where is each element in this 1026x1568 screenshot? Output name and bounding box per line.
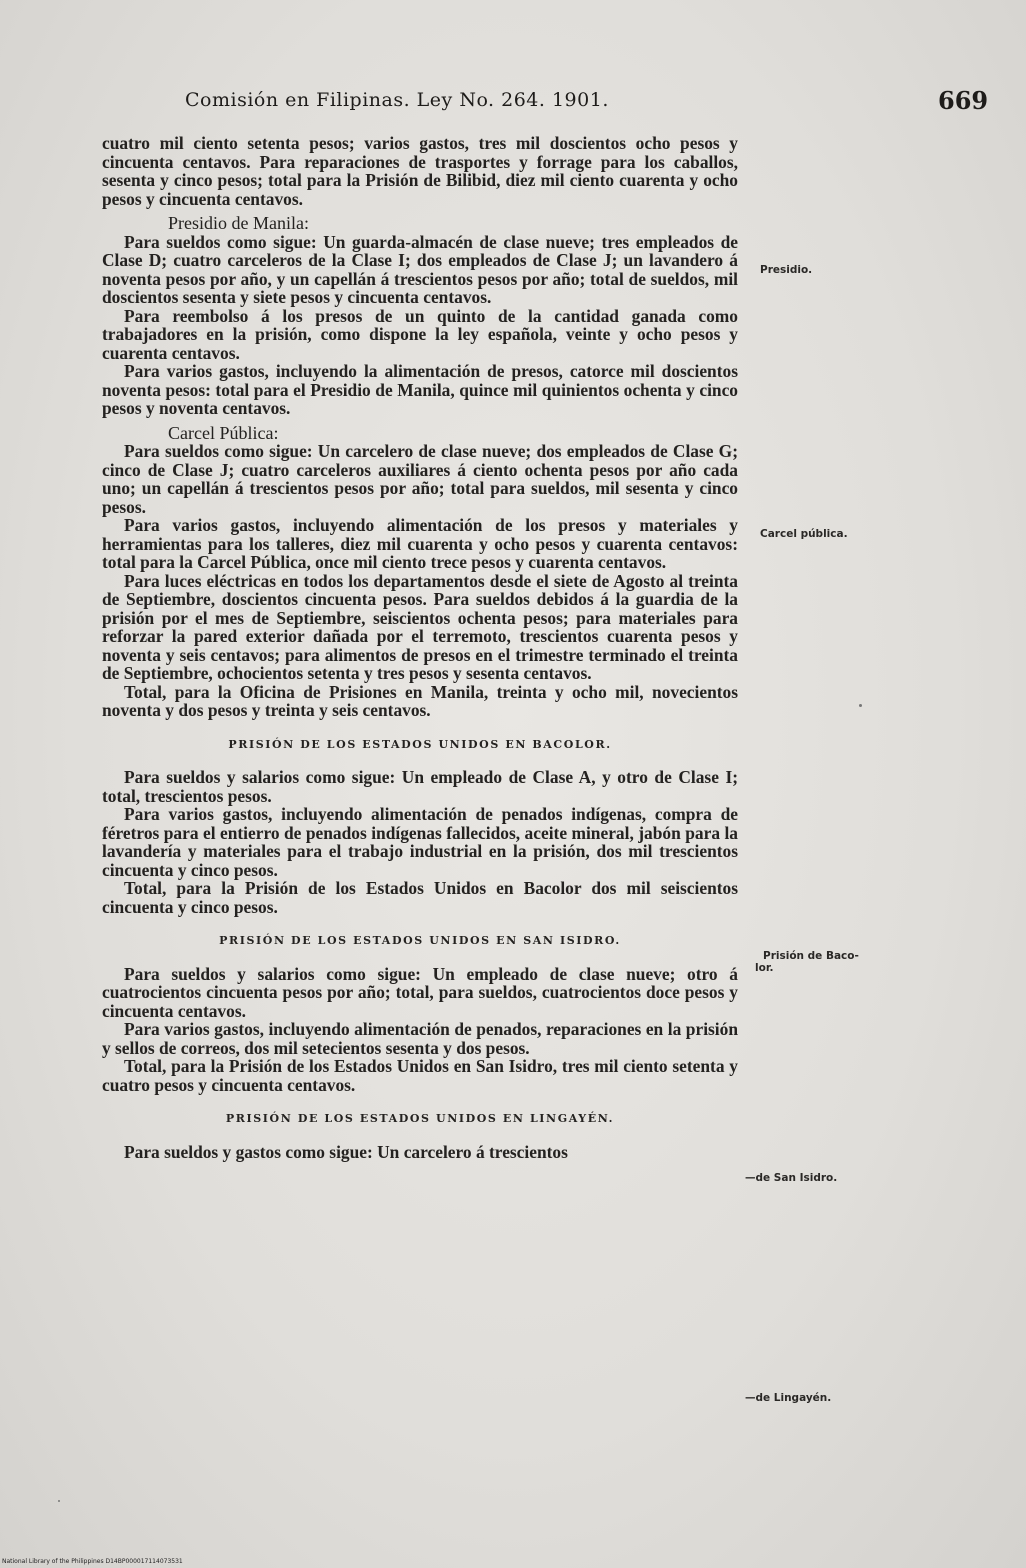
section-heading-bacolor: PRISIÓN DE LOS ESTADOS UNIDOS EN BACOLOR. xyxy=(228,737,612,751)
margin-note-san-isidro: —de San Isidro. xyxy=(745,1172,838,1184)
margin-note-carcel: Carcel pública. xyxy=(760,528,848,540)
subheading-carcel: Carcel Pública: xyxy=(168,422,279,443)
margin-note-lingayen: —de Lingayén. xyxy=(745,1392,832,1404)
paragraph: cuatro mil ciento setenta pesos; varios gastos, tres mil doscientos ocho pesos y cincuenta centavos. Para reparaciones de trasportes y forrage para los caballos, sesenta y cinco pesos; total para la Prisión de Bilibid, diez mil ciento cuarenta y ocho pesos y cincuenta centavos. xyxy=(102,133,738,209)
page-number: 669 xyxy=(938,86,989,115)
margin-note-presidio: Presidio. xyxy=(760,264,813,276)
paragraph: Para sueldos como sigue: Un carcelero de clase nueve; dos empleados de Clase G; cinco de Clase J; cuatro carceleros auxiliares á ciento ochenta pesos por año cada uno; un capellán á trescientos pesos por año; total para sueldos, mil sesenta y cinco pesos. xyxy=(102,441,738,517)
paragraph: Para varios gastos, incluyendo alimentación de penados indígenas, compra de féretros para el entierro de penados indígenas fallecidos, aceite mineral, jabón para la lavandería y materiales para el trabajo industrial en la prisión, dos mil trescientos cincuenta y cinco pesos. xyxy=(102,804,738,880)
paragraph: Total, para la Oficina de Prisiones en Manila, treinta y ocho mil, novecientos noventa y dos pesos y treinta y seis centavos. xyxy=(102,681,738,720)
section-heading-san-isidro: PRISIÓN DE LOS ESTADOS UNIDOS EN SAN ISIDRO. xyxy=(219,934,621,947)
paragraph: Para luces eléctricas en todos los departamentos desde el siete de Agosto al treinta de Septiembre, doscientos cincuenta pesos. Para sueldos debidos á la guardia de la prisión por el mes de Septiembre, seiscientos ochenta pesos; para materiales para reforzar la pared exterior dañada por el terremoto, trescientos cuarenta pesos y noventa y seis centavos; para alimentos de presos en el trimestre terminado el treinta de Septiembre, ochocientos setenta y tres pesos y sesenta centavos. xyxy=(102,570,738,683)
margin-note-bacolor-line2: lor. xyxy=(755,962,774,974)
paragraph: Para sueldos y salarios como sigue: Un empleado de Clase A, y otro de Clase I; total, trescientos pesos. xyxy=(102,767,738,806)
paragraph: Para sueldos y gastos como sigue: Un carcelero á trescientos xyxy=(124,1141,568,1162)
margin-note-bacolor xyxy=(755,950,859,974)
footer-credit: National Library of the Philippines D14BP000017114073531 xyxy=(2,1558,183,1565)
paragraph: Para reembolso á los presos de un quinto de la cantidad ganada como trabajadores en la prisión, como dispone la ley española, veinte y ocho pesos y cuarenta centavos. xyxy=(102,305,738,363)
paragraph: Total, para la Prisión de los Estados Unidos en San Isidro, tres mil ciento setenta y cuatro pesos y cincuenta centavos. xyxy=(102,1056,738,1095)
subheading-presidio: Presidio de Manila: xyxy=(168,213,309,233)
body-text xyxy=(102,134,738,1161)
margin-note-bacolor-line1: Prisión de Baco- xyxy=(763,950,859,962)
paragraph: Total, para la Prisión de los Estados Unidos en Bacolor dos mil seiscientos cincuenta y cinco pesos. xyxy=(102,878,738,917)
paragraph: Para sueldos como sigue: Un guarda-almacén de clase nueve; tres empleados de Clase D; cuatro carceleros de la Clase I; dos empleados de Clase J; un lavandero á noventa pesos por año, y un capellán á trescientos pesos por año; total de sueldos, mil doscientos sesenta y siete pesos y cincuenta centavos. xyxy=(102,231,738,307)
print-speck xyxy=(859,704,862,707)
section-heading-lingayen: PRISIÓN DE LOS ESTADOS UNIDOS EN LINGAYÉN. xyxy=(225,1112,615,1125)
paragraph: Para varios gastos, incluyendo alimentación de los presos y materiales y herramientas para los talleres, diez mil cuarenta y ocho pesos y cuarenta centavos: total para la Carcel Pública, once mil ciento trece pesos y cuarenta centavos. xyxy=(102,515,738,572)
paragraph: Para varios gastos, incluyendo la alimentación de presos, catorce mil doscientos noventa pesos: total para el Presidio de Manila, quince mil quinientos ochenta y cinco pesos y noventa centavos. xyxy=(102,361,738,418)
paragraph: Para sueldos y salarios como sigue: Un empleado de clase nueve; otro á cuatrocientos cincuenta pesos por año; total, para sueldos, cuatrocientos doce pesos y cincuenta centavos. xyxy=(102,963,738,1021)
running-head: Comisión en Filipinas. Ley No. 264. 1901. xyxy=(185,89,609,111)
print-speck xyxy=(58,1500,60,1502)
paragraph: Para varios gastos, incluyendo alimentación de penados, reparaciones en la prisión y sellos de correos, dos mil setecientos sesenta y dos pesos. xyxy=(102,1019,738,1058)
